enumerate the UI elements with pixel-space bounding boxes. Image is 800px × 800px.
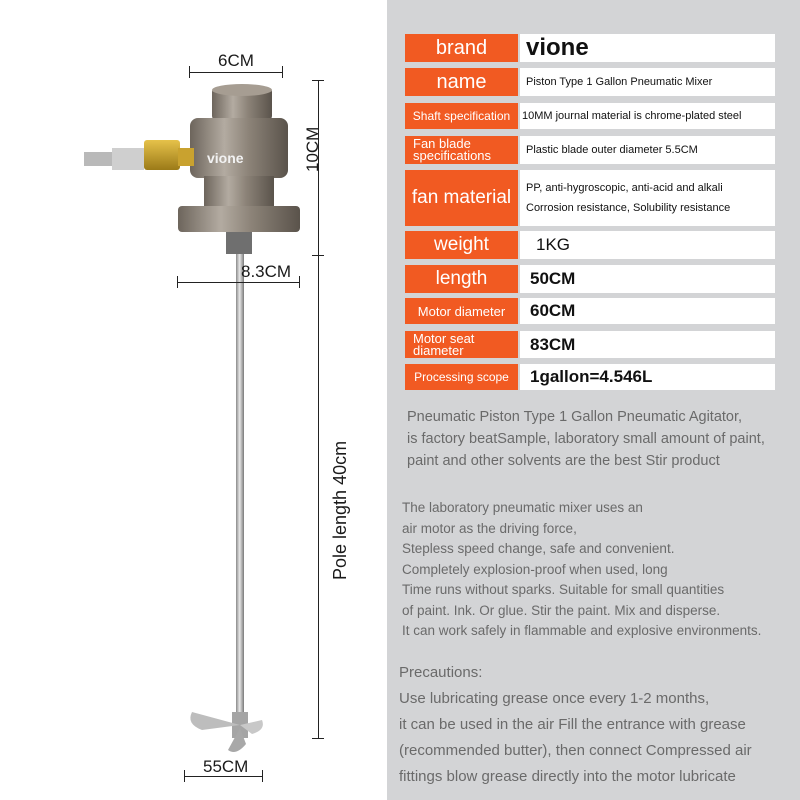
precautions-heading: Precautions: bbox=[399, 664, 483, 681]
spec-row-fan-material bbox=[405, 170, 775, 226]
spec-label: brand bbox=[405, 34, 518, 62]
spec-value: vione bbox=[520, 34, 775, 62]
spec-value: Piston Type 1 Gallon Pneumatic Mixer bbox=[520, 68, 775, 96]
product-image-panel bbox=[0, 0, 387, 800]
pole-length-label: Pole length 40cm bbox=[330, 440, 350, 580]
description-paragraph-2: The laboratory pneumatic mixer uses an air motor as the driving force, Stepless speed change, safe and convenient. Completely explosion-proof when used, long Time runs without sparks. Suitable for small quantities of paint. Ink. Or glue. Stir the paint. Mix and disperse. It can work safely in flammable and explosive environments. bbox=[402, 500, 762, 638]
spec-row-fan-blade bbox=[405, 136, 775, 164]
spec-value: PP, anti-hygroscopic, anti-acid and alkali Corrosion resistance, Solubility resistance bbox=[520, 170, 775, 226]
description-paragraph-1: Pneumatic Piston Type 1 Gallon Pneumatic Agitator, is factory beatSample, laboratory small amount of paint, paint and other solvents are the best Stir product bbox=[407, 409, 765, 469]
spec-row-brand bbox=[405, 34, 775, 62]
spec-value: 83CM bbox=[520, 331, 775, 358]
spec-value: 10MM journal material is chrome-plated steel bbox=[520, 103, 775, 129]
spec-row-processing-scope bbox=[405, 364, 775, 390]
spec-row-shaft bbox=[405, 103, 775, 129]
flange-width-label: 8.3CM bbox=[241, 262, 292, 281]
spec-row-motor-seat bbox=[405, 331, 775, 358]
spec-label: Motor seat diameter bbox=[405, 331, 518, 358]
spec-label: name bbox=[405, 68, 518, 96]
precautions-section: Precautions: Use lubricating grease once every 1-2 months, it can be used in the air Fill the entrance with grease (recommended butter), then connect Compressed air fittings blow grease directly into the motor lubricate bbox=[399, 660, 752, 790]
height-label: 10CM bbox=[303, 126, 322, 172]
spec-label: Motor diameter bbox=[405, 298, 518, 324]
blade-width-label: 55CM bbox=[203, 757, 249, 776]
spec-row-weight bbox=[405, 231, 775, 259]
spec-label: Shaft specification bbox=[405, 103, 518, 129]
top-width-line bbox=[189, 72, 282, 73]
top-width-label: 6CM bbox=[218, 51, 254, 70]
spec-row-motor-diameter bbox=[405, 298, 775, 324]
spec-label: length bbox=[405, 265, 518, 293]
spec-label: weight bbox=[405, 231, 518, 259]
spec-row-name bbox=[405, 68, 775, 96]
height-dimension-line bbox=[318, 80, 319, 738]
product-logo: vione bbox=[207, 150, 244, 166]
spec-value: Plastic blade outer diameter 5.5CM bbox=[520, 136, 775, 164]
pneumatic-mixer-image bbox=[0, 0, 387, 800]
spec-value: 1gallon=4.546L bbox=[520, 364, 775, 390]
spec-label: fan material bbox=[405, 170, 518, 226]
spec-row-length bbox=[405, 265, 775, 293]
spec-label: Fan blade specifications bbox=[405, 136, 518, 164]
spec-label: Processing scope bbox=[405, 364, 518, 390]
spec-value: 1KG bbox=[520, 231, 775, 259]
spec-value: 60CM bbox=[520, 298, 775, 324]
spec-value: 50CM bbox=[520, 265, 775, 293]
